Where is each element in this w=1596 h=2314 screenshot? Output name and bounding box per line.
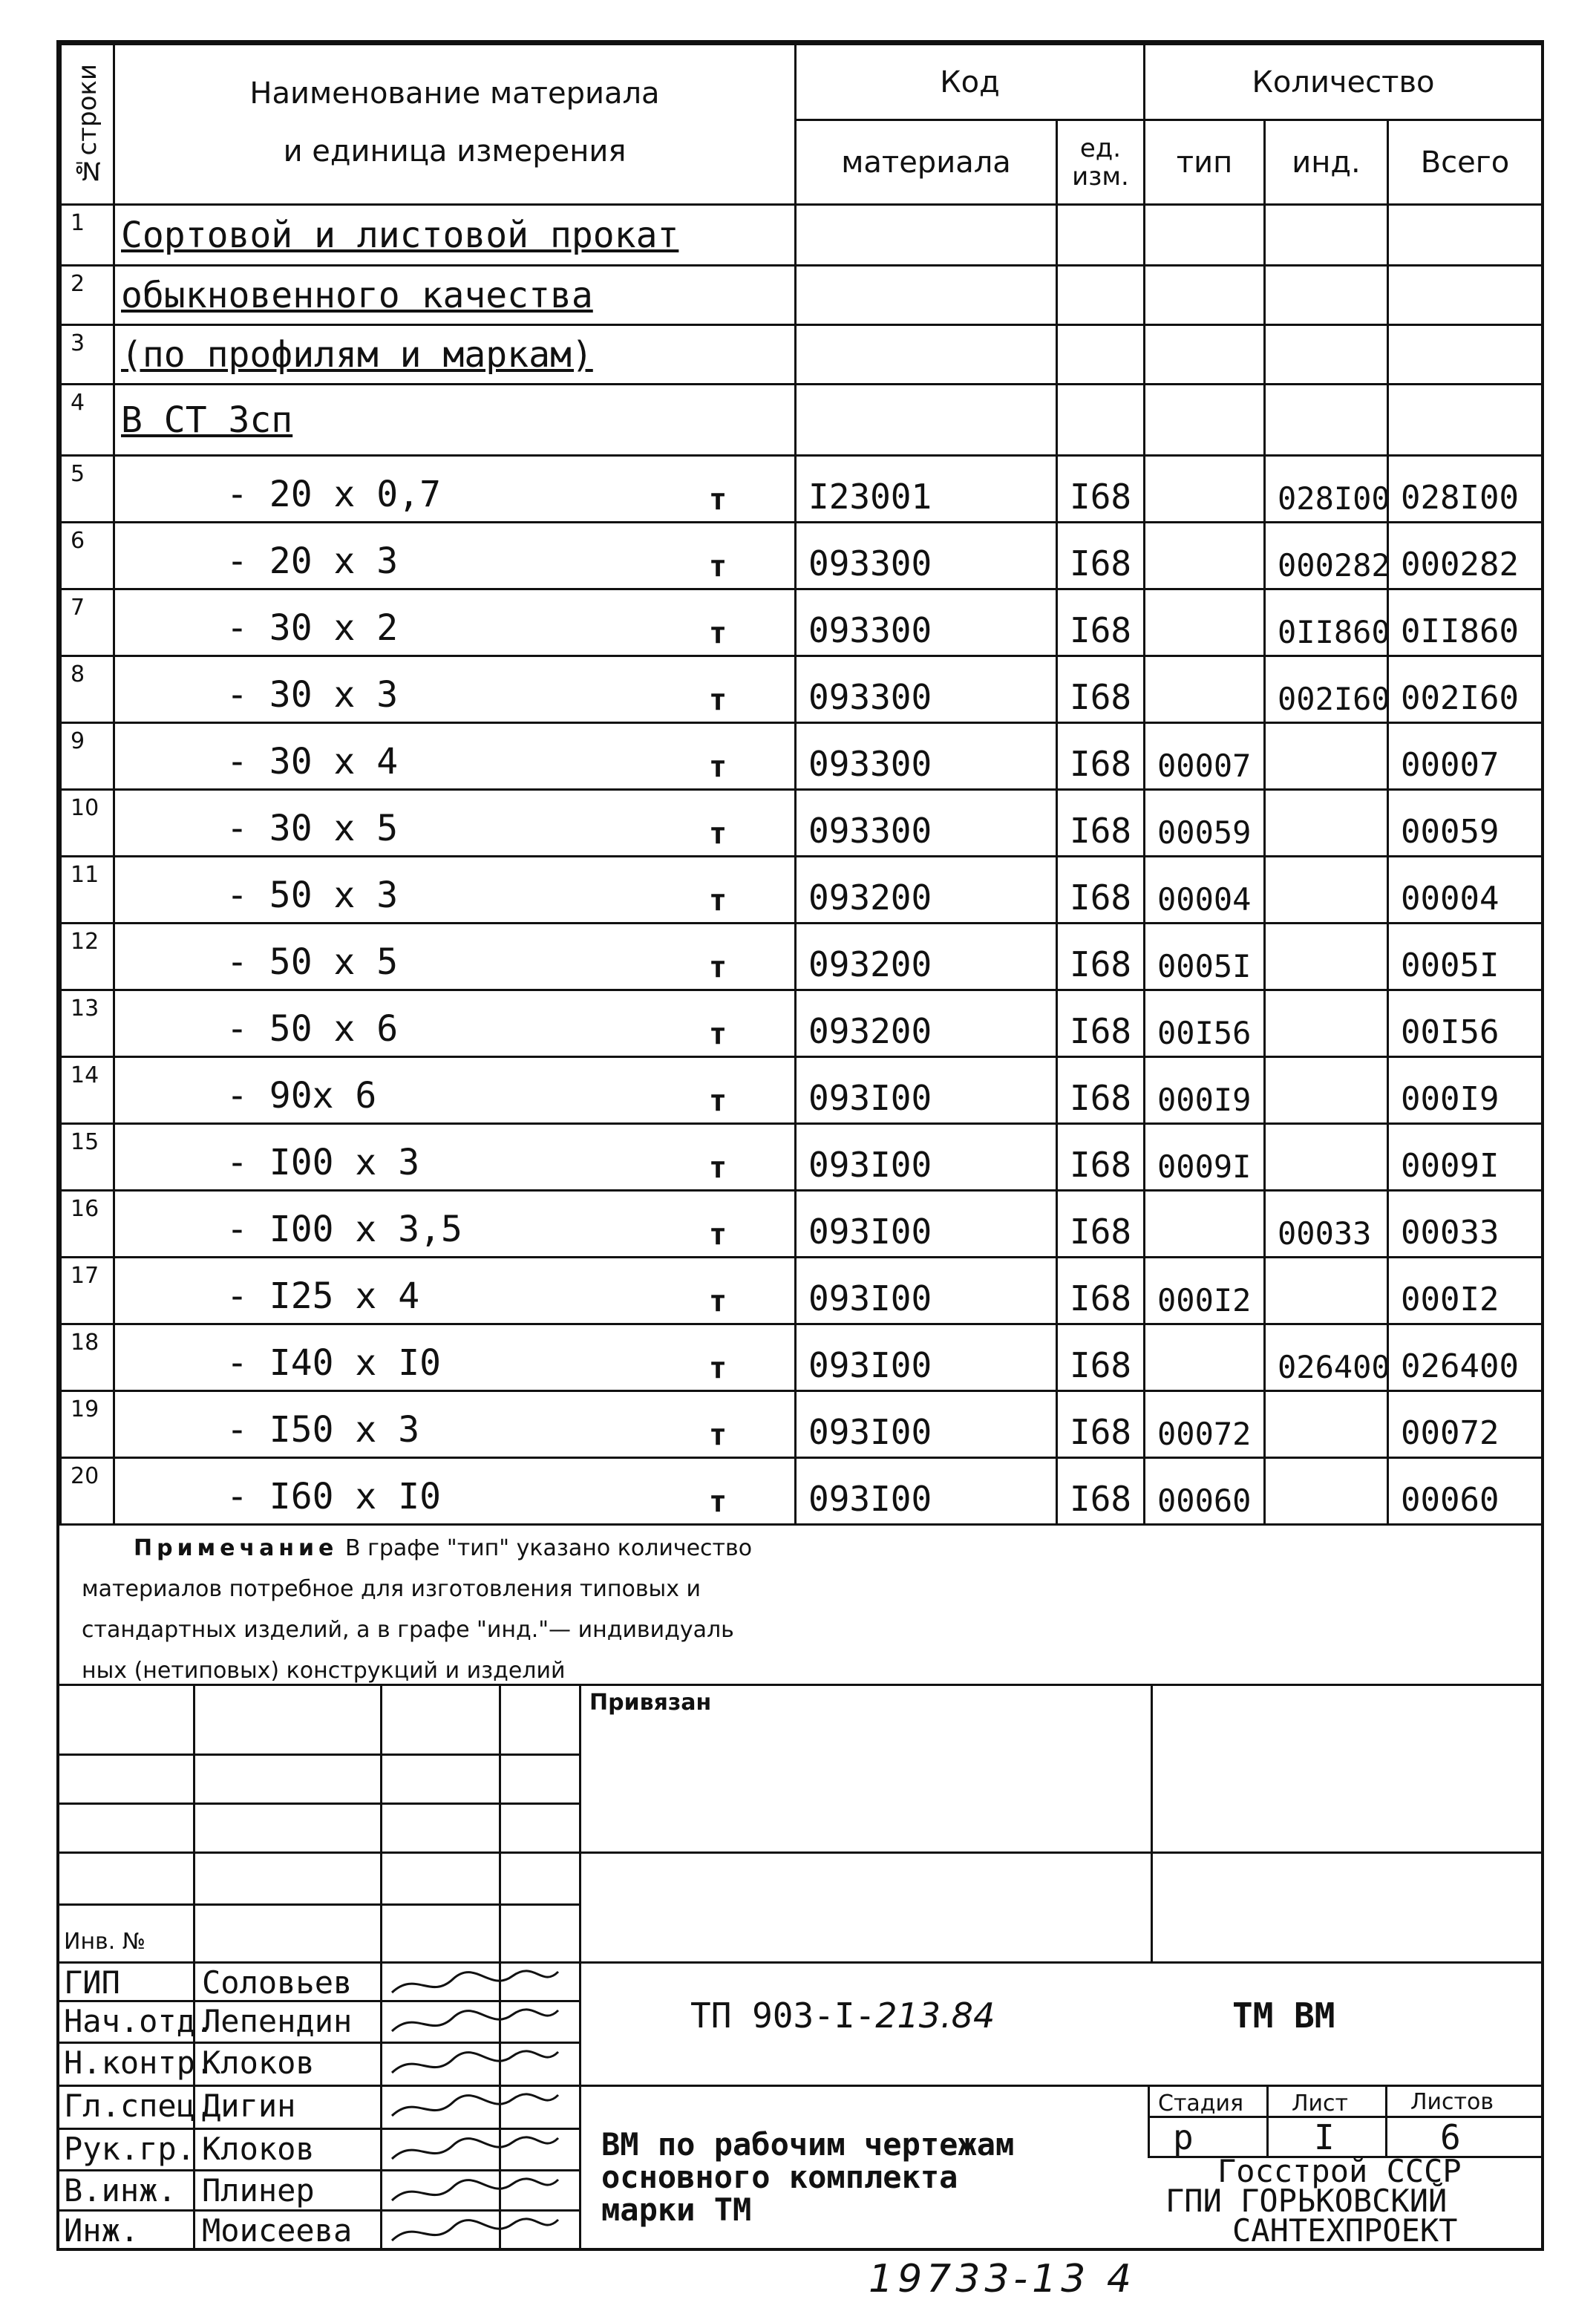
total-quantity: 026400	[1388, 1324, 1543, 1391]
total-quantity: 000I9	[1388, 1057, 1543, 1124]
material-name	[114, 990, 796, 1057]
unit-code: I68	[1057, 857, 1145, 924]
individual-quantity	[1265, 1057, 1388, 1124]
ind-qty-header: инд.	[1265, 120, 1388, 205]
inventory-number-label: Инв. №	[64, 1929, 146, 1955]
unit-mark: т	[709, 1485, 727, 1519]
material-code-header: материала	[796, 120, 1057, 205]
empty-cell	[1057, 325, 1145, 385]
empty-cell	[1265, 205, 1388, 266]
row-number: 16	[61, 1191, 114, 1258]
signatory-role: В.инж.	[64, 2172, 177, 2209]
individual-quantity	[1265, 1258, 1388, 1324]
section-title: В СТ 3сп	[114, 385, 796, 456]
material-name	[114, 1324, 796, 1391]
empty-cell	[796, 385, 1057, 456]
empty-cell	[1265, 385, 1388, 456]
type-quantity: 000I9	[1145, 1057, 1265, 1124]
material-name	[114, 1258, 796, 1324]
material-code: 093300	[796, 723, 1057, 790]
material-code: I23001	[796, 456, 1057, 523]
material-code: 093I00	[796, 1124, 1057, 1191]
type-quantity	[1145, 1324, 1265, 1391]
stage-label: Стадия	[1158, 2091, 1244, 2117]
unit-code: I68	[1057, 656, 1145, 723]
profile-dimension: - 90x 6	[226, 1075, 377, 1117]
profile-dimension: - 30 x 5	[226, 808, 399, 849]
row-number: 15	[61, 1124, 114, 1191]
individual-quantity	[1265, 790, 1388, 857]
title-row	[61, 266, 1543, 325]
individual-quantity: 002I60	[1265, 656, 1388, 723]
material-name	[114, 1124, 796, 1191]
empty-cell	[1388, 205, 1543, 266]
row-number: 12	[61, 924, 114, 990]
note-line-4: ных (нетиповых) конструкций и изделий	[82, 1658, 566, 1684]
unit-mark: т	[709, 549, 727, 584]
signatory-name: Соловьев	[202, 1964, 353, 2001]
profile-dimension: - 50 x 6	[226, 1008, 399, 1050]
signatory-role: ГИП	[64, 1964, 120, 2001]
individual-quantity: 028I00	[1265, 456, 1388, 523]
material-name	[114, 857, 796, 924]
profile-dimension: - 30 x 4	[226, 741, 399, 782]
row-number: 13	[61, 990, 114, 1057]
note-label: Примечание	[134, 1535, 339, 1561]
empty-cell	[1145, 205, 1265, 266]
type-quantity: 00060	[1145, 1458, 1265, 1525]
sheets-value: 6	[1440, 2117, 1461, 2157]
title-row	[61, 205, 1543, 266]
row-number: 8	[61, 656, 114, 723]
individual-quantity: 0II860	[1265, 589, 1388, 656]
empty-cell	[796, 325, 1057, 385]
stage-value: р	[1173, 2117, 1194, 2157]
unit-code: I68	[1057, 456, 1145, 523]
type-quantity: 000I2	[1145, 1258, 1265, 1324]
total-quantity: 00059	[1388, 790, 1543, 857]
handwritten-signature	[386, 2211, 564, 2252]
empty-cell	[1265, 266, 1388, 325]
row-number: 7	[61, 589, 114, 656]
unit-mark: т	[709, 883, 727, 918]
type-quantity: 0009I	[1145, 1124, 1265, 1191]
row-number: 17	[61, 1258, 114, 1324]
table-row	[61, 656, 1543, 723]
signatory-name: Плинер	[202, 2172, 315, 2209]
unit-mark: т	[709, 616, 727, 650]
profile-dimension: - I50 x 3	[226, 1409, 420, 1451]
section-title: Сортовой и листовой прокат	[114, 205, 796, 266]
unit-code: I68	[1057, 1458, 1145, 1525]
signatory-role: Нач.отд.	[64, 2003, 215, 2039]
unit-code: I68	[1057, 589, 1145, 656]
description-line-3: марки ТМ	[601, 2192, 752, 2228]
material-code: 093300	[796, 790, 1057, 857]
unit-code: I68	[1057, 790, 1145, 857]
total-quantity: 000282	[1388, 523, 1543, 589]
material-code: 093I00	[796, 1057, 1057, 1124]
signatory-role: Рук.гр.	[64, 2131, 196, 2167]
material-name	[114, 1191, 796, 1258]
profile-dimension: - 20 x 3	[226, 540, 399, 582]
individual-quantity	[1265, 1124, 1388, 1191]
description-line-2: основного комплекта	[601, 2159, 958, 2195]
row-number: 5	[61, 456, 114, 523]
unit-code-header: ед. изм.	[1057, 120, 1145, 205]
individual-quantity: 000282	[1265, 523, 1388, 589]
material-name	[114, 790, 796, 857]
unit-mark: т	[709, 1218, 727, 1252]
title-row	[61, 325, 1543, 385]
type-quantity: 0005I	[1145, 924, 1265, 990]
total-quantity: 00060	[1388, 1458, 1543, 1525]
profile-dimension: - I00 x 3,5	[226, 1209, 462, 1250]
sheet-label: Лист	[1292, 2091, 1349, 2117]
type-quantity	[1145, 456, 1265, 523]
table-row	[61, 589, 1543, 656]
unit-mark: т	[709, 1151, 727, 1185]
material-code: 093300	[796, 523, 1057, 589]
table-row	[61, 1258, 1543, 1324]
signatory-role: Н.контр.	[64, 2045, 215, 2081]
table-row	[61, 1324, 1543, 1391]
empty-cell	[1057, 266, 1145, 325]
table-row	[61, 790, 1543, 857]
profile-dimension: - I40 x I0	[226, 1342, 441, 1384]
document-code: ТП 903-I-213.84	[690, 1996, 995, 2036]
unit-code: I68	[1057, 1391, 1145, 1458]
row-number: 3	[61, 325, 114, 385]
type-quantity: 00007	[1145, 723, 1265, 790]
profile-dimension: - I25 x 4	[226, 1275, 420, 1317]
unit-code: I68	[1057, 990, 1145, 1057]
material-name	[114, 1458, 796, 1525]
table-row	[61, 1391, 1543, 1458]
unit-mark: т	[709, 1284, 727, 1318]
document-sheet	[56, 40, 1544, 2251]
table-row	[61, 924, 1543, 990]
empty-cell	[1145, 385, 1265, 456]
row-number: 11	[61, 857, 114, 924]
type-quantity: 00059	[1145, 790, 1265, 857]
profile-dimension: - 30 x 2	[226, 607, 399, 649]
name-header: Наименование материала и единица измерения	[114, 45, 796, 205]
total-quantity: 0II860	[1388, 589, 1543, 656]
signatory-name: Клоков	[202, 2131, 315, 2167]
material-name	[114, 723, 796, 790]
type-quantity: 00072	[1145, 1391, 1265, 1458]
unit-code: I68	[1057, 523, 1145, 589]
row-number-header: №строки	[61, 45, 114, 205]
title-block-stamp	[59, 1684, 1541, 2251]
signatory-role: Инж.	[64, 2212, 140, 2249]
empty-cell	[1145, 266, 1265, 325]
material-name	[114, 1391, 796, 1458]
code-header: Код	[796, 45, 1145, 120]
row-number: 20	[61, 1458, 114, 1525]
unit-code: I68	[1057, 723, 1145, 790]
signatory-name: Лепендин	[202, 2003, 353, 2039]
table-row	[61, 1057, 1543, 1124]
row-number: 2	[61, 266, 114, 325]
table-row	[61, 990, 1543, 1057]
material-code: 093I00	[796, 1258, 1057, 1324]
document-mark: ТМ ВМ	[1232, 1996, 1335, 2036]
empty-cell	[1388, 385, 1543, 456]
material-code: 093200	[796, 990, 1057, 1057]
empty-cell	[796, 205, 1057, 266]
unit-mark: т	[709, 950, 727, 984]
profile-dimension: - I60 x I0	[226, 1476, 441, 1517]
total-quantity: 0009I	[1388, 1124, 1543, 1191]
archive-number: 19733-13 4	[869, 2257, 1136, 2301]
profile-dimension: - 50 x 5	[226, 941, 399, 983]
empty-cell	[796, 266, 1057, 325]
handwritten-signature	[386, 2043, 564, 2085]
empty-cell	[1388, 325, 1543, 385]
total-quantity: 00072	[1388, 1391, 1543, 1458]
unit-mark: т	[709, 483, 727, 517]
total-qty-header: Всего	[1388, 120, 1543, 205]
note-line-1: В графе "тип" указано количество	[344, 1535, 753, 1561]
row-number: 4	[61, 385, 114, 456]
empty-cell	[1145, 325, 1265, 385]
handwritten-signature	[386, 1963, 564, 2004]
table-row	[61, 1124, 1543, 1191]
quantity-header: Количество	[1145, 45, 1543, 120]
individual-quantity: 026400	[1265, 1324, 1388, 1391]
material-name	[114, 589, 796, 656]
unit-code: I68	[1057, 1324, 1145, 1391]
profile-dimension: - 20 x 0,7	[226, 474, 441, 515]
privyazan-label: Привязан	[589, 1690, 712, 1716]
unit-mark: т	[709, 1084, 727, 1118]
row-number: 1	[61, 205, 114, 266]
empty-cell	[1057, 385, 1145, 456]
row-number: 9	[61, 723, 114, 790]
material-code: 093I00	[796, 1191, 1057, 1258]
material-code: 093300	[796, 656, 1057, 723]
material-code: 093300	[796, 589, 1057, 656]
individual-quantity	[1265, 1391, 1388, 1458]
individual-quantity: 00033	[1265, 1191, 1388, 1258]
material-code: 093I00	[796, 1324, 1057, 1391]
signatory-name: Дигин	[202, 2088, 296, 2124]
material-name	[114, 523, 796, 589]
total-quantity: 002I60	[1388, 656, 1543, 723]
description-line-1: ВМ по рабочим чертежам	[601, 2126, 1015, 2163]
type-quantity: 00004	[1145, 857, 1265, 924]
row-number: 6	[61, 523, 114, 589]
individual-quantity	[1265, 857, 1388, 924]
organization-line-1: Госстрой СССР	[1217, 2153, 1462, 2189]
type-quantity	[1145, 1191, 1265, 1258]
row-number: 19	[61, 1391, 114, 1458]
total-quantity: 00I56	[1388, 990, 1543, 1057]
note-line-2: материалов потребное для изготовления типовых и	[82, 1576, 701, 1602]
profile-dimension: - 50 x 3	[226, 875, 399, 916]
empty-cell	[1057, 205, 1145, 266]
unit-mark: т	[709, 1017, 727, 1051]
empty-cell	[1265, 325, 1388, 385]
unit-mark: т	[709, 817, 727, 851]
row-number: 14	[61, 1057, 114, 1124]
individual-quantity	[1265, 1458, 1388, 1525]
table-row	[61, 723, 1543, 790]
section-title: обыкновенного качества	[114, 266, 796, 325]
type-quantity	[1145, 656, 1265, 723]
unit-code: I68	[1057, 1258, 1145, 1324]
type-quantity	[1145, 589, 1265, 656]
material-code: 093I00	[796, 1391, 1057, 1458]
type-quantity: 00I56	[1145, 990, 1265, 1057]
empty-cell	[1388, 266, 1543, 325]
sheets-label: Листов	[1410, 2089, 1494, 2115]
material-code: 093I00	[796, 1458, 1057, 1525]
unit-code: I68	[1057, 1191, 1145, 1258]
unit-mark: т	[709, 683, 727, 717]
row-number: 10	[61, 790, 114, 857]
handwritten-signature	[386, 2086, 564, 2128]
materials-table	[59, 43, 1543, 1526]
section-title: (по профилям и маркам)	[114, 325, 796, 385]
unit-code: I68	[1057, 1124, 1145, 1191]
material-code: 093200	[796, 857, 1057, 924]
unit-code: I68	[1057, 924, 1145, 990]
signatory-role: Гл.спец.	[64, 2088, 215, 2124]
total-quantity: 000I2	[1388, 1258, 1543, 1324]
total-quantity: 00033	[1388, 1191, 1543, 1258]
unit-code: I68	[1057, 1057, 1145, 1124]
organization-line-3: САНТЕХПРОЕКТ	[1232, 2212, 1458, 2249]
individual-quantity	[1265, 723, 1388, 790]
title-row	[61, 385, 1543, 456]
table-row	[61, 1458, 1543, 1525]
individual-quantity	[1265, 924, 1388, 990]
total-quantity: 00007	[1388, 723, 1543, 790]
table-row	[61, 1191, 1543, 1258]
unit-mark: т	[709, 750, 727, 784]
note-block	[82, 1528, 1047, 1691]
row-number: 18	[61, 1324, 114, 1391]
material-name	[114, 656, 796, 723]
type-quantity	[1145, 523, 1265, 589]
handwritten-signature	[386, 2171, 564, 2212]
table-row	[61, 857, 1543, 924]
signatory-name: Клоков	[202, 2045, 315, 2081]
material-code: 093200	[796, 924, 1057, 990]
note-line-3: стандартных изделий, а в графе "инд."— индивидуаль	[82, 1617, 734, 1643]
sheet-value: I	[1314, 2117, 1335, 2157]
profile-dimension: - I00 x 3	[226, 1142, 420, 1183]
type-qty-header: тип	[1145, 120, 1265, 205]
material-name	[114, 1057, 796, 1124]
table-row	[61, 523, 1543, 589]
total-quantity: 00004	[1388, 857, 1543, 924]
total-quantity: 0005I	[1388, 924, 1543, 990]
signatory-name: Моисеева	[202, 2212, 353, 2249]
individual-quantity	[1265, 990, 1388, 1057]
unit-mark: т	[709, 1418, 727, 1452]
unit-mark: т	[709, 1351, 727, 1385]
profile-dimension: - 30 x 3	[226, 674, 399, 716]
organization-line-2: ГПИ ГОРЬКОВСКИЙ	[1165, 2183, 1448, 2219]
total-quantity: 028I00	[1388, 456, 1543, 523]
table-row	[61, 456, 1543, 523]
handwritten-signature	[386, 2001, 564, 2043]
material-name	[114, 456, 796, 523]
handwritten-signature	[386, 2129, 564, 2171]
material-name	[114, 924, 796, 990]
